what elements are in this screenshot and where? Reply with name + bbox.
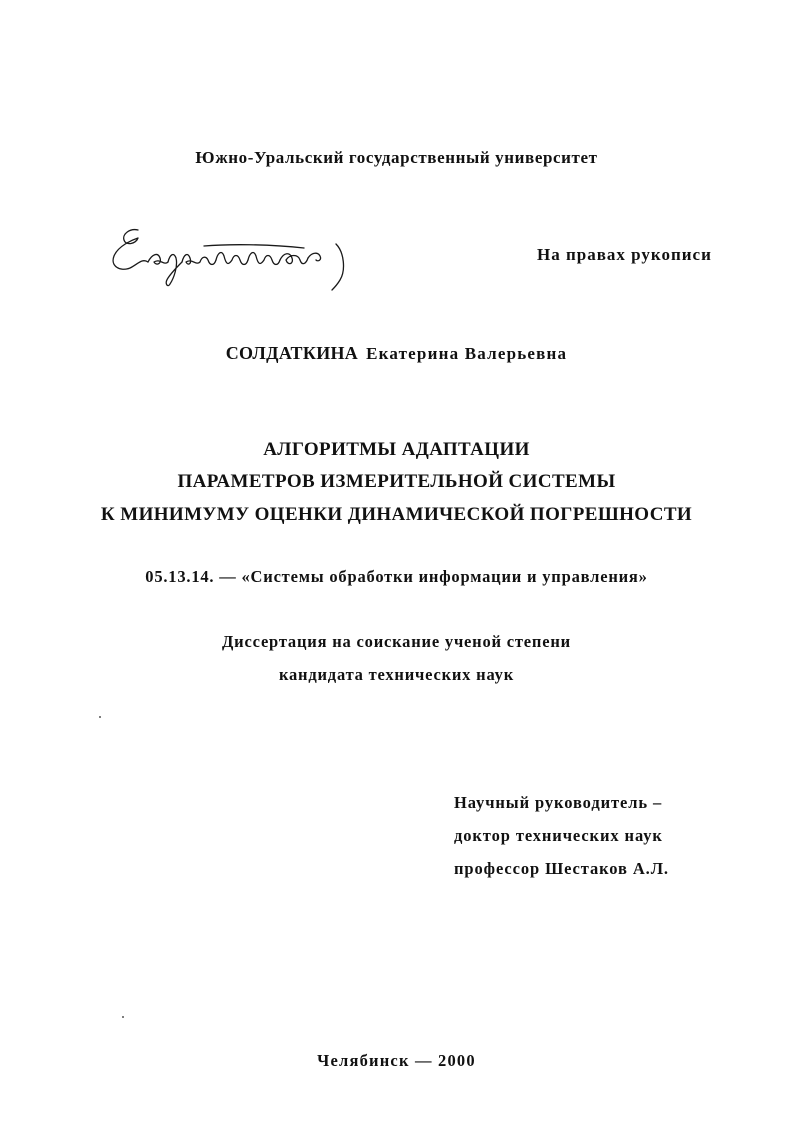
scan-speck [99, 716, 101, 718]
advisor-line-1: Научный руководитель – [454, 793, 663, 812]
handwritten-signature [108, 222, 358, 294]
advisor-line-3: профессор Шестаков А.Л. [454, 859, 669, 878]
thesis-title-line-3: К МИНИМУМУ ОЦЕНКИ ДИНАМИЧЕСКОЙ ПОГРЕШНОСТИ [100, 504, 693, 525]
place-and-year: Челябинск — 2000 [317, 1051, 476, 1070]
degree-line-1: Диссертация на соискание ученой степени [222, 632, 571, 651]
author-name [0, 344, 793, 362]
advisor-line-2: доктор технических наук [454, 826, 663, 845]
specialty-code: 05.13.14. — «Системы обработки информации и управления» [145, 567, 648, 586]
manuscript-note: На правах рукописи [537, 245, 712, 264]
thesis-title-line-2: ПАРАМЕТРОВ ИЗМЕРИТЕЛЬНОЙ СИСТЕМЫ [177, 471, 616, 492]
author-given-names: Екатерина Валерьевна [366, 344, 568, 363]
thesis-title-line-1: АЛГОРИТМЫ АДАПТАЦИИ [263, 439, 530, 460]
degree-line-2: кандидата технических наук [278, 665, 515, 684]
author-surname: СОЛДАТКИНА [225, 343, 359, 363]
university-name: Южно-Уральский государственный университет [195, 148, 598, 167]
scan-speck [122, 1016, 124, 1018]
